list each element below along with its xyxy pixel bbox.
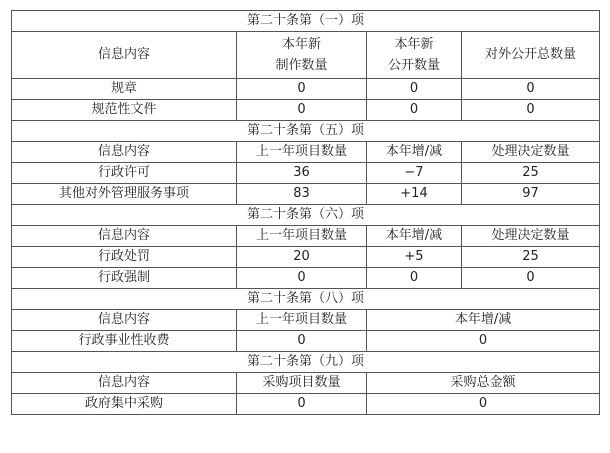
column-header-change: 本年增/减 bbox=[367, 310, 600, 331]
cell-value: +5 bbox=[367, 247, 462, 268]
row-label: 行政处罚 bbox=[12, 247, 237, 268]
cell-value: 20 bbox=[237, 247, 367, 268]
section-heading: 第二十条第（五）项 bbox=[12, 121, 600, 142]
cell-value: 0 bbox=[367, 331, 600, 352]
column-header-purchase-amount: 采购总金额 bbox=[367, 373, 600, 394]
section-heading-row bbox=[12, 121, 600, 142]
column-header-info: 信息内容 bbox=[12, 142, 237, 163]
cell-value: −7 bbox=[367, 163, 462, 184]
column-header-prev-count: 上一年项目数量 bbox=[237, 226, 367, 247]
section-heading: 第二十条第（六）项 bbox=[12, 205, 600, 226]
section-heading: 第二十条第（九）项 bbox=[12, 352, 600, 373]
row-label: 行政许可 bbox=[12, 163, 237, 184]
cell-value: 0 bbox=[367, 79, 462, 100]
column-header-info: 信息内容 bbox=[12, 32, 237, 79]
header-row bbox=[12, 142, 600, 163]
table-row bbox=[12, 247, 600, 268]
section-heading: 第二十条第（八）项 bbox=[12, 289, 600, 310]
cell-value: 0 bbox=[367, 100, 462, 121]
row-label: 行政事业性收费 bbox=[12, 331, 237, 352]
section-heading-row bbox=[12, 352, 600, 373]
cell-value: 0 bbox=[237, 394, 367, 415]
cell-value: 97 bbox=[462, 184, 600, 205]
column-header-decided: 处理决定数量 bbox=[462, 226, 600, 247]
header-row bbox=[12, 373, 600, 394]
row-label: 行政强制 bbox=[12, 268, 237, 289]
column-header-total-published: 对外公开总数量 bbox=[462, 32, 600, 79]
cell-value: 83 bbox=[237, 184, 367, 205]
table-row bbox=[12, 100, 600, 121]
section-heading-row bbox=[12, 289, 600, 310]
column-header-info: 信息内容 bbox=[12, 310, 237, 331]
table-row bbox=[12, 268, 600, 289]
cell-value: 25 bbox=[462, 163, 600, 184]
cell-value: 36 bbox=[237, 163, 367, 184]
column-header-prev-count: 上一年项目数量 bbox=[237, 310, 367, 331]
table-row bbox=[12, 163, 600, 184]
column-header-prev-count: 上一年项目数量 bbox=[237, 142, 367, 163]
column-header-new-published: 本年新 公开数量 bbox=[367, 32, 462, 79]
cell-value: 0 bbox=[367, 394, 600, 415]
section-heading-row bbox=[12, 11, 600, 32]
header-row bbox=[12, 310, 600, 331]
header-row bbox=[12, 32, 600, 79]
column-header-change: 本年增/减 bbox=[367, 142, 462, 163]
table-row bbox=[12, 394, 600, 415]
cell-value: 0 bbox=[462, 100, 600, 121]
table-row bbox=[12, 331, 600, 352]
row-label: 其他对外管理服务事项 bbox=[12, 184, 237, 205]
row-label: 规章 bbox=[12, 79, 237, 100]
cell-value: 0 bbox=[367, 268, 462, 289]
column-header-new-made: 本年新 制作数量 bbox=[237, 32, 367, 79]
cell-value: 0 bbox=[462, 79, 600, 100]
row-label: 政府集中采购 bbox=[12, 394, 237, 415]
column-header-info: 信息内容 bbox=[12, 373, 237, 394]
cell-value: 0 bbox=[462, 268, 600, 289]
section-heading: 第二十条第（一）项 bbox=[12, 11, 600, 32]
column-header-decided: 处理决定数量 bbox=[462, 142, 600, 163]
column-header-purchase-count: 采购项目数量 bbox=[237, 373, 367, 394]
cell-value: 0 bbox=[237, 79, 367, 100]
cell-value: 0 bbox=[237, 268, 367, 289]
section-heading-row bbox=[12, 205, 600, 226]
table-row bbox=[12, 184, 600, 205]
cell-value: 0 bbox=[237, 331, 367, 352]
row-label: 规范性文件 bbox=[12, 100, 237, 121]
table-row bbox=[12, 79, 600, 100]
column-header-info: 信息内容 bbox=[12, 226, 237, 247]
disclosure-table bbox=[11, 10, 600, 415]
cell-value: 0 bbox=[237, 100, 367, 121]
cell-value: +14 bbox=[367, 184, 462, 205]
cell-value: 25 bbox=[462, 247, 600, 268]
header-row bbox=[12, 226, 600, 247]
column-header-change: 本年增/减 bbox=[367, 226, 462, 247]
